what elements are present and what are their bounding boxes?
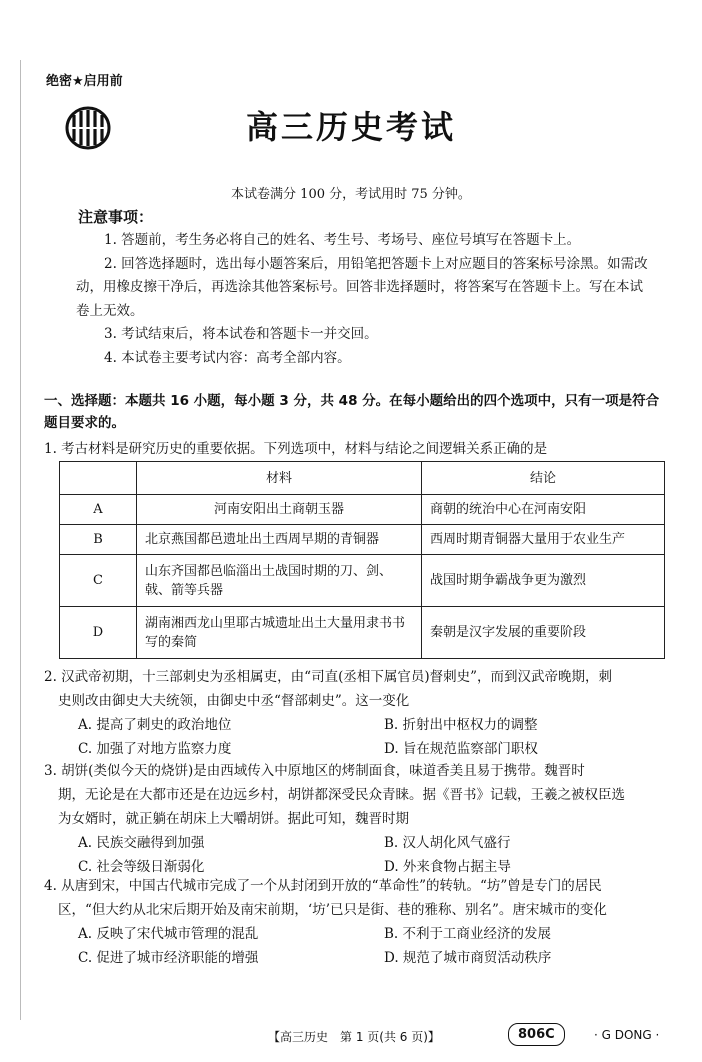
question-2 bbox=[44, 665, 666, 761]
option-d[interactable]: D. 外来食物占据主导 bbox=[384, 859, 511, 875]
footer-brand: · G DONG · bbox=[594, 1028, 660, 1042]
row-conclusion: 秦朝是汉字发展的重要阶段 bbox=[422, 607, 665, 659]
option-d[interactable]: D. 规范了城市商贸活动秩序 bbox=[384, 950, 552, 966]
notice-item: 4. 本试卷主要考试内容：高考全部内容。 bbox=[104, 349, 351, 366]
table-row bbox=[60, 607, 665, 659]
option-b[interactable]: B. 折射出中枢权力的调整 bbox=[384, 717, 538, 733]
table-row bbox=[60, 525, 665, 555]
question-text: 为女婿时，就正躺在胡床上大嚼胡饼。据此可知，魏晋时期 bbox=[58, 811, 409, 827]
notice-item: 3. 考试结束后，将本试卷和答题卡一并交回。 bbox=[104, 326, 378, 342]
option-a[interactable]: A. 提高了刺史的政治地位 bbox=[78, 717, 232, 733]
row-material: 山东齐国都邑临淄出土战国时期的刀、剑、戟、箭等兵器 bbox=[137, 555, 422, 607]
table-header-cell bbox=[60, 462, 137, 495]
row-material: 北京燕国都邑遗址出土西周早期的青铜器 bbox=[137, 525, 422, 555]
row-key: D bbox=[60, 607, 137, 659]
question-4 bbox=[44, 874, 666, 970]
question-3 bbox=[44, 759, 666, 879]
question-text: 期，无论是在大都市还是在边远乡村，胡饼都深受民众青睐。据《晋书》记载，王羲之被权臣选 bbox=[58, 787, 625, 803]
row-key: A bbox=[60, 495, 137, 525]
footer-page-info: 【高三历史 第 1 页(共 6 页)】 bbox=[268, 1030, 440, 1044]
option-c[interactable]: C. 社会等级日渐弱化 bbox=[78, 859, 205, 875]
confidential-label: 绝密★启用前 bbox=[46, 74, 123, 89]
option-list bbox=[44, 713, 666, 761]
row-conclusion: 西周时期青铜器大量用于农业生产 bbox=[422, 525, 665, 555]
option-a[interactable]: A. 民族交融得到加强 bbox=[78, 835, 205, 851]
option-list bbox=[44, 922, 666, 970]
row-material: 河南安阳出土商朝玉器 bbox=[137, 495, 422, 525]
row-material: 湖南湘西龙山里耶古城遗址出土大量用隶书书写的秦简 bbox=[137, 607, 422, 659]
option-list bbox=[44, 831, 666, 879]
paper-code-badge: 806C bbox=[508, 1023, 565, 1046]
exam-info: 本试卷满分 100 分，考试用时 75 分钟。 bbox=[231, 187, 471, 202]
option-c[interactable]: C. 促进了城市经济职能的增强 bbox=[78, 950, 259, 966]
table-header-cell: 结论 bbox=[422, 462, 665, 495]
option-a[interactable]: A. 反映了宋代城市管理的混乱 bbox=[78, 926, 259, 942]
table-header-row bbox=[60, 462, 665, 495]
row-key: C bbox=[60, 555, 137, 607]
table-row bbox=[60, 495, 665, 525]
question-text: 史则改由御史大夫统领，由御史中丞“督部刺史”。这一变化 bbox=[58, 693, 410, 709]
option-c[interactable]: C. 加强了对地方监察力度 bbox=[78, 741, 232, 757]
question-text: 区，“但大约从北宋后期开始及南宋前期，‘坊’已只是街、巷的雅称、别名”。唐宋城市的变化 bbox=[58, 902, 607, 918]
notice-list bbox=[76, 229, 656, 370]
row-conclusion: 商朝的统治中心在河南安阳 bbox=[422, 495, 665, 525]
notice-heading: 注意事项： bbox=[78, 208, 154, 226]
exam-title: 高三历史考试 bbox=[245, 108, 456, 146]
section-heading: 一、选择题：本题共 16 小题，每小题 3 分，共 48 分。在每小题给出的四个选项中，只有一项是符合题目要求的。 bbox=[44, 393, 660, 431]
row-conclusion: 战国时期争霸战争更为激烈 bbox=[422, 555, 665, 607]
question-text: 1. 考古材料是研究历史的重要依据。下列选项中，材料与结论之间逻辑关系正确的是 bbox=[44, 441, 548, 457]
row-key: B bbox=[60, 525, 137, 555]
option-d[interactable]: D. 旨在规范监察部门职权 bbox=[384, 741, 538, 757]
table-row bbox=[60, 555, 665, 607]
question-text: 3. 胡饼(类似今天的烧饼)是由西域传入中原地区的烤制面食，味道香美且易于携带。魏晋时 bbox=[44, 763, 585, 779]
option-b[interactable]: B. 不利于工商业经济的发展 bbox=[384, 926, 552, 942]
question-text: 2. 汉武帝初期，十三部刺史为丞相属吏，由“司直(丞相下属官员)督刺史”，而到汉武帝晚期，刺 bbox=[44, 669, 613, 685]
question-text: 4. 从唐到宋，中国古代城市完成了一个从封闭到开放的“革命性”的转轨。“坊”曾是专门的居民 bbox=[44, 878, 602, 894]
question-1-stem bbox=[44, 437, 666, 461]
notice-item: 2. 回答选择题时，选出每小题答案后，用铅笔把答题卡上对应题目的答案标号涂黑。如需改动，用橡皮擦干净后，再选涂其他答案标号。回答非选择题时，将答案写在答题卡上。写在本试卷上无效。 bbox=[76, 255, 648, 319]
binding-line bbox=[20, 60, 21, 1020]
question-1-table bbox=[59, 461, 665, 659]
notice-item: 1. 答题前，考生务必将自己的姓名、考生号、考场号、座位号填写在答题卡上。 bbox=[104, 232, 581, 248]
table-header-cell: 材料 bbox=[137, 462, 422, 495]
option-b[interactable]: B. 汉人胡化风气盛行 bbox=[384, 835, 511, 851]
